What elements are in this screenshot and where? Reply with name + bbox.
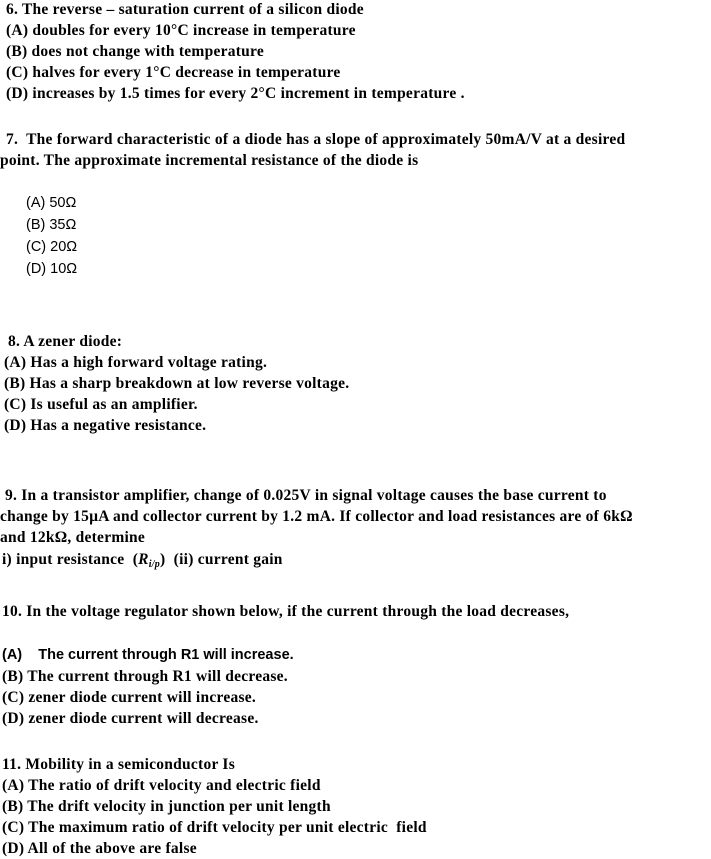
q9-resistance-symbol: R — [138, 551, 149, 568]
q10-option-d: (D) zener diode current will decrease. — [2, 710, 259, 727]
q10-option-a: (A) The current through R1 will increase. — [2, 647, 294, 663]
q9-stem-line3: and 12kΩ, determine — [0, 529, 146, 546]
q7-option-b: (B) 35Ω — [26, 217, 77, 233]
q11-option-c: (C) The maximum ratio of drift velocity per unit electric field — [2, 819, 427, 836]
q6-stem: 6. The reverse – saturation current of a silicon diode — [6, 1, 364, 18]
q7-stem-line2: point. The approximate incremental resistance of the diode is — [0, 152, 419, 169]
q9-resistance-subscript: i/p — [148, 559, 161, 570]
q9-part-i-suffix: ) (ii) current gain — [160, 551, 283, 568]
q6-option-c: (C) halves for every 1°C decrease in temperature — [6, 64, 341, 81]
q7-option-d: (D) 10Ω — [26, 261, 78, 277]
q9-part-i-prefix: i) input resistance ( — [2, 551, 139, 568]
q8-stem: 8. A zener diode: — [8, 333, 123, 350]
q11-stem: 11. Mobility in a semiconductor Is — [2, 756, 235, 773]
q7-option-a: (A) 50Ω — [26, 195, 77, 211]
q6-option-d: (D) increases by 1.5 times for every 2°C increment in temperature . — [6, 85, 465, 102]
q6-option-b: (B) does not change with temperature — [6, 43, 264, 60]
q8-option-b: (B) Has a sharp breakdown at low reverse voltage. — [4, 375, 350, 392]
q10-option-b: (B) The current through R1 will decrease. — [2, 668, 288, 685]
q7-stem-line1: 7. The forward characteristic of a diode has a slope of approximately 50mA/V at a desired — [6, 131, 626, 148]
q9-stem-line1: 9. In a transistor amplifier, change of 0.025V in signal voltage causes the base current to — [5, 487, 607, 504]
q9-stem-line2: change by 15µA and collector current by 1.2 mA. If collector and load resistances are of 6kΩ — [0, 508, 633, 525]
q11-option-a: (A) The ratio of drift velocity and electric field — [2, 777, 321, 794]
q8-option-d: (D) Has a negative resistance. — [4, 417, 207, 434]
q6-option-a: (A) doubles for every 10°C increase in temperature — [6, 22, 356, 39]
q11-option-d: (D) All of the above are false — [2, 840, 197, 857]
q8-option-a: (A) Has a high forward voltage rating. — [4, 354, 268, 371]
q11-option-b: (B) The drift velocity in junction per unit length — [2, 798, 331, 815]
q9-part-i — [2, 550, 283, 570]
q10-stem: 10. In the voltage regulator shown below, if the current through the load decreases, — [2, 603, 570, 620]
q10-option-c: (C) zener diode current will increase. — [2, 689, 257, 706]
q7-option-c: (C) 20Ω — [26, 239, 78, 255]
q8-option-c: (C) Is useful as an amplifier. — [4, 396, 198, 413]
